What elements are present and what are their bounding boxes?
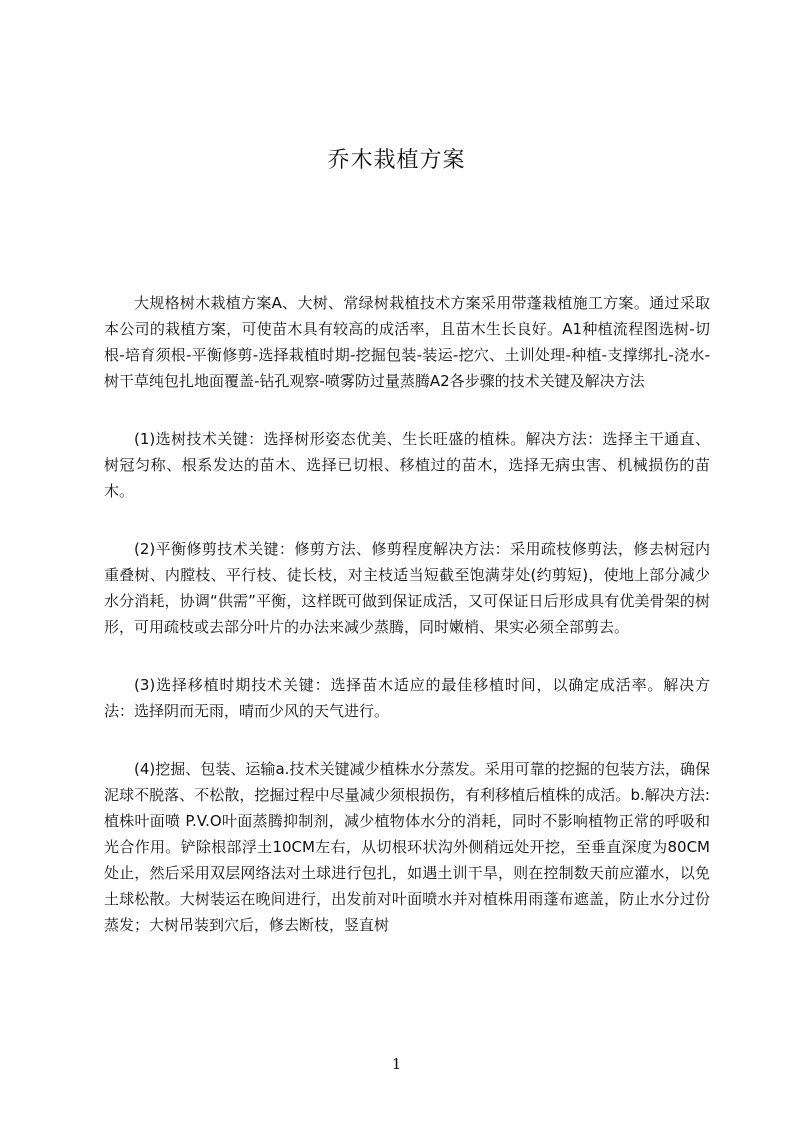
paragraph-transplant-timing: (3)选择移植时期技术关键：选择苗木适应的最佳移植时间，以确定成活率。解决方法：选择阴而无雨，晴而少风的天气进行。 — [104, 676, 710, 720]
paragraph-tree-selection: (1)选树技术关键：选择树形姿态优美、生长旺盛的植株。解决方法：选择主干通直、树冠匀称、根系发达的苗木、选择已切根、移植过的苗木，选择无病虫害、机械损伤的苗木。 — [104, 430, 710, 500]
paragraph-digging-packing-transport: (4)挖掘、包装、运输a.技术关键减少植株水分蒸发。采用可靠的挖掘的包装方法，确保泥球不脱落、不松散，挖掘过程中尽量减少须根损伤，有利移植后植株的成活。b.解决方法:植株叶面喷 P.V.O叶面蒸腾抑制剂，减少植物体水分的消耗，同时不影响植物正常的呼吸和光合作用。铲除根部浮土10CM左右，从切根环状沟外侧稍远处开挖，至垂直深度为80CM处止，然后采用双层网络法对土球进行包扎，如遇土训干旱，则在控制数天前应灌水，以免土球松散。大树装运在晚间进行，出发前对叶面喷水并对植株用雨蓬布遮盖，防止水分过份蒸发；大树吊装到穴后，修去断枝，竖直树 — [104, 760, 710, 934]
paragraph-intro: 大规格树木栽植方案A、大树、常绿树栽植技术方案采用带蓬栽植施工方案。通过采取本公司的栽植方案，可使苗木具有较高的成活率，且苗木生长良好。A1种植流程图选树-切根-培育须根-平衡修剪-选择栽植时期-挖掘包装-装运-挖穴、土训处理-种植-支撑绑扎-浇水-树干草纯包扎地面覆盖-钻孔观察-喷雾防过量蒸腾A2各步骤的技术关键及解决方法 — [104, 294, 710, 390]
page-number: 1 — [391, 1055, 402, 1073]
paragraph-balanced-pruning: (2)平衡修剪技术关键：修剪方法、修剪程度解决方法：采用疏枝修剪法，修去树冠内重叠树、内膛枝、平行枝、徒长枝，对主枝适当短截至饱满芽处(约剪短)，使地上部分减少水分消耗，协调“供需”平衡，这样既可做到保证成活，又可保证日后形成具有优美骨架的树形，可用疏枝或去部分叶片的办法来减少蒸腾，同时嫩梢、果实必须全部剪去。 — [104, 540, 710, 636]
document-title: 乔木栽植方案 — [327, 148, 466, 173]
document-body — [104, 290, 710, 970]
